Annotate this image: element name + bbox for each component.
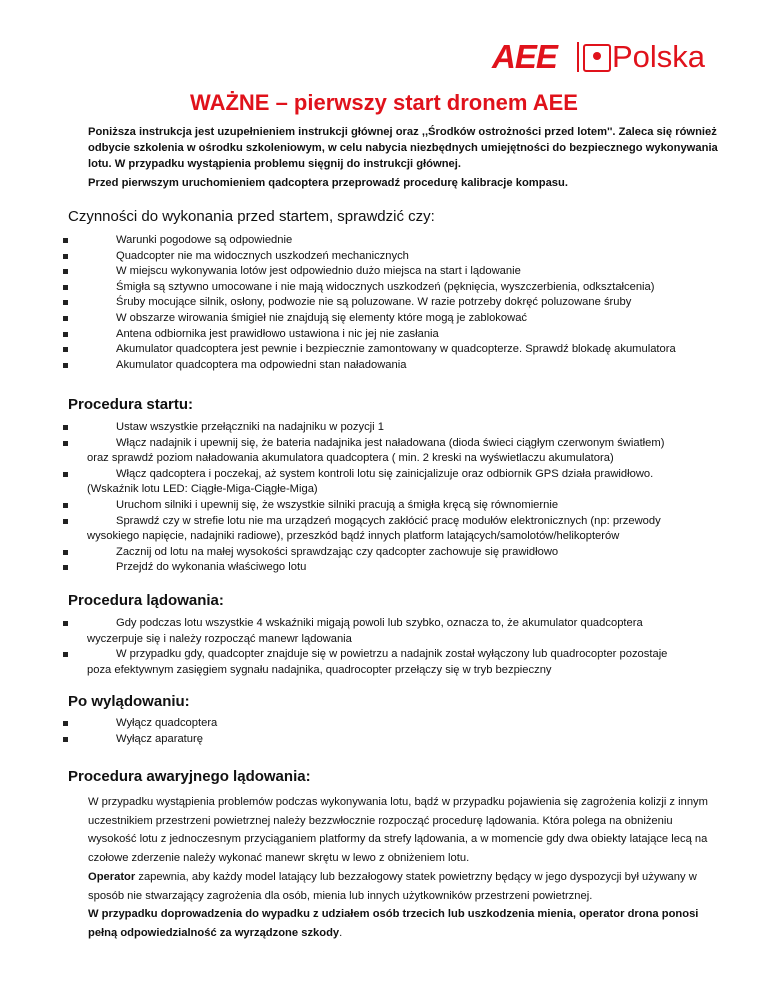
list-item: [0, 514, 768, 545]
list-item: [0, 647, 768, 678]
bullet-icon: [63, 316, 68, 321]
list-item-continuation: wysokiego napięcie, nadajniki radiowe), przeszkód bądź innych platform latających/samolotów/helikopterów: [87, 530, 620, 543]
bullet-icon: [63, 503, 68, 508]
list-item: [0, 249, 768, 265]
bullet-icon: [63, 238, 68, 243]
list-item: [0, 716, 768, 732]
liability-text: W przypadku doprowadzenia do wypadku z udziałem osób trzecich lub uszkodzenia mienia, operator drona ponosi pełną odpowiedzialność za wyrządzone szkody: [88, 908, 699, 939]
list-item-text: Gdy podczas lotu wszystkie 4 wskaźniki migają powoli lub szybko, oznacza to, że akumulator quadcoptera: [116, 617, 643, 629]
page-title: WAŻNE – pierwszy start dronem AEE: [190, 90, 578, 115]
list-item-text: Akumulator quadcoptera jest pewnie i bezpiecznie zamontowany w quadcopterze. Sprawdź blokadę akumulatora: [116, 343, 676, 356]
intro-paragraph: Poniższa instrukcja jest uzupełnieniem instrukcji głównej oraz ,,Środków ostrożności przed lotem''. Zaleca się również odbycie szkolenia w ośrodku szkoleniowym, w celu nabycia niezbędnych umiejętności do bezpiecznego wykonywania lotu. W przypadku wystąpienia problemu sięgnij do instrukcji głównej.: [88, 126, 718, 170]
operator-paragraph: Operator zapewnia, aby każdy model latający lub bezzałogowy statek powietrzny będący w jego dyspozycji był używany w sposób nie stwarzający zagrożenia dla osób, mienia lub innych użytkowników przestrzeni powietrznej. W przypadku doprowadzenia do wypadku z udziałem osób trzecich lub uszkodzenia mienia, operator drona ponosi pełną odpowiedzialność za wyrządzone szkody.: [88, 871, 699, 939]
bullet-icon: [63, 652, 68, 657]
bullet-icon: [63, 519, 68, 524]
list-item: [0, 420, 768, 436]
list-item-text: Śruby mocujące silnik, osłony, podwozie nie są poluzowane. W razie potrzeby dokręć poluzowane śruby: [116, 296, 632, 309]
checks-heading: Czynności do wykonania przed startem, sprawdzić czy:: [68, 208, 435, 225]
landing-procedure-list: [0, 616, 768, 678]
after-landing-list: [0, 716, 768, 747]
after-landing-heading: Po wylądowaniu:: [68, 693, 190, 710]
bullet-icon: [63, 425, 68, 430]
list-item: [0, 342, 768, 358]
logo-separator: [577, 42, 579, 72]
start-heading: Procedura startu:: [68, 396, 194, 413]
emergency-paragraph: W przypadku wystąpienia problemów podczas wykonywania lotu, bądź w przypadku pojawienia się zagrożenia kolizji z innym uczestnikiem przestrzeni powietrznej należy bezzwłocznie rozpocząć procedurę lądowania. Która polega na obniżeniu wysokość lotu z jednoczesnym przyciąganiem platformy da strefy lądowania, a w momencie gdy dwa obiekty latające lecą na czołowe zderzenie należy wykonać manewr skrętu w lewo z obniżeniem lotu.: [88, 796, 708, 864]
logo-country: Polska: [612, 39, 706, 74]
list-item-text: Włącz nadajnik i upewnij się, że bateria nadajnika jest naładowana (dioda świeci ciągłym czerwonym światłem): [116, 436, 665, 449]
list-item-continuation: wyczerpuje się i należy rozpocząć manewr lądowania: [87, 632, 352, 645]
bullet-icon: [63, 332, 68, 337]
emergency-heading: Procedura awaryjnego lądowania:: [68, 768, 311, 785]
list-item: [0, 436, 768, 467]
list-item: [0, 616, 768, 647]
calibration-note: Przed pierwszym uruchomieniem qadcoptera przeprowadź procedurę kalibracje kompasu.: [88, 177, 568, 189]
list-item: [0, 311, 768, 327]
bullet-icon: [63, 285, 68, 290]
list-item-continuation: oraz sprawdź poziom naładowania akumulatora quadcoptera ( min. 2 kreski na wyświetlaczu akumulatora): [87, 452, 614, 465]
list-item-text: W przypadku gdy, quadcopter znajduje się w powietrzu a nadajnik został wyłączony lub quadrocopter pozostaje: [116, 648, 668, 661]
start-procedure-list: [0, 420, 768, 576]
list-item-text: Wyłącz quadcoptera: [116, 717, 218, 729]
list-item-text: W obszarze wirowania śmigieł nie znajdują się elementy które mogą je zablokować: [116, 311, 528, 324]
list-item: [0, 732, 768, 748]
list-item-continuation: poza efektywnym zasięgiem sygnału nadajnika, quadrocopter przełączy się w tryb bezpieczny: [87, 663, 552, 676]
list-item-text: Sprawdź czy w strefie lotu nie ma urządzeń mogących zakłócić pracę modułów elektronicznych (np: przewody: [116, 514, 661, 527]
list-item-continuation: (Wskaźnik lotu LED: Ciągłe-Miga-Ciągłe-Miga): [87, 483, 318, 496]
checks-list: [0, 233, 768, 373]
logo-brand: AEE: [492, 38, 557, 75]
bullet-icon: [63, 441, 68, 446]
list-item: [0, 295, 768, 311]
landing-heading: Procedura lądowania:: [68, 592, 224, 609]
list-item-text: Warunki pogodowe są odpowiednie: [116, 234, 293, 246]
list-item: [0, 280, 768, 296]
list-item: [0, 358, 768, 374]
list-item: [0, 545, 768, 561]
bullet-icon: [63, 550, 68, 555]
bullet-icon: [63, 363, 68, 368]
list-item: [0, 498, 768, 514]
bullet-icon: [63, 621, 68, 626]
list-item-text: Akumulator quadcoptera ma odpowiedni stan naładowania: [116, 358, 407, 371]
bullet-icon: [63, 254, 68, 259]
list-item: [0, 233, 768, 249]
list-item-text: Quadcopter nie ma widocznych uszkodzeń mechanicznych: [116, 249, 409, 262]
bullet-icon: [63, 721, 68, 726]
logo-mark-icon: [583, 44, 611, 72]
list-item-text: Śmigła są sztywno umocowane i nie mają widocznych uszkodzeń (pęknięcia, wyszczerbienia, odkształcenia): [116, 280, 655, 293]
list-item-text: Zacznij od lotu na małej wysokości sprawdzając czy qadcopter zachowuje się prawidłowo: [116, 545, 559, 558]
bullet-icon: [63, 300, 68, 305]
operator-text: zapewnia, aby każdy model latający lub bezzałogowy statek powietrzny będący w jego dyspozycji był używany w sposób nie stwarzający zagrożenia dla osób, mienia lub innych użytkowników przestrzeni powietrznej.: [88, 871, 697, 902]
bullet-icon: [63, 565, 68, 570]
list-item-text: W miejscu wykonywania lotów jest odpowiednio dużo miejsca na start i lądowanie: [116, 265, 521, 278]
list-item-text: Przejdź do wykonania właściwego lotu: [116, 561, 307, 574]
bullet-icon: [63, 472, 68, 477]
list-item-text: Antena odbiornika jest prawidłowo ustawiona i nic jej nie zasłania: [116, 327, 439, 340]
aee-polska-logo: [492, 40, 738, 74]
bullet-icon: [63, 269, 68, 274]
list-item-text: Włącz qadcoptera i poczekaj, aż system kontroli lotu się zainicjalizuje oraz odbiornik GPS działa prawidłowo.: [116, 467, 654, 480]
list-item: [0, 467, 768, 498]
list-item-text: Wyłącz aparaturę: [116, 732, 203, 745]
list-item-text: Ustaw wszystkie przełączniki na nadajniku w pozycji 1: [116, 421, 384, 433]
list-item: [0, 560, 768, 576]
operator-label: Operator: [88, 871, 136, 883]
bullet-icon: [63, 347, 68, 352]
bullet-icon: [63, 737, 68, 742]
list-item-text: Uruchom silniki i upewnij się, że wszystkie silniki pracują a śmigła kręcą się równomiernie: [116, 498, 559, 511]
list-item: [0, 264, 768, 280]
list-item: [0, 327, 768, 343]
